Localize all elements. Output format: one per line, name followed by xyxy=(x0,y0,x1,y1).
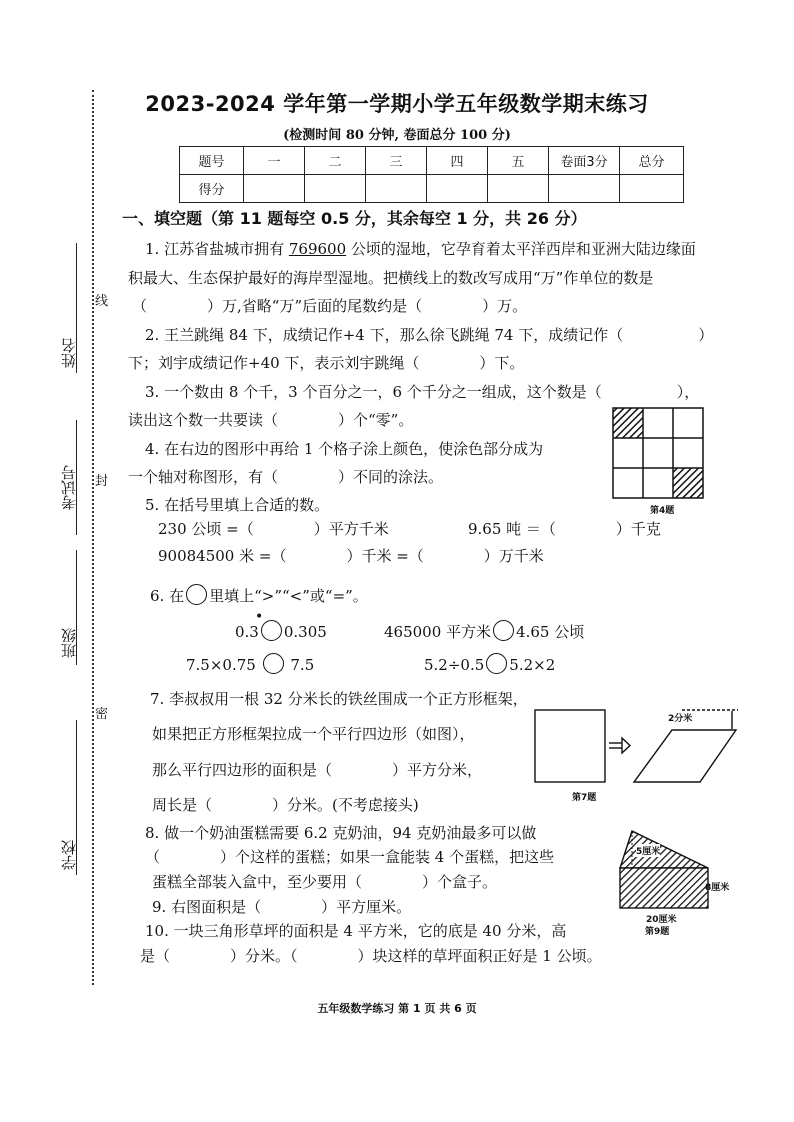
school-line xyxy=(76,720,77,875)
score-input-cell[interactable] xyxy=(305,175,366,203)
score-cell: 二 xyxy=(305,147,366,175)
score-cell: 四 xyxy=(427,147,488,175)
score-input-cell[interactable] xyxy=(244,175,305,203)
q6-c-left: 7.5×0.75 xyxy=(186,656,256,674)
seal-char-feng: 封 xyxy=(95,474,109,489)
score-cell: 卷面3分 xyxy=(549,147,620,175)
q6-text-a: 6. 在 xyxy=(150,587,185,605)
q3-line2: 读出这个数一共要读（ ）个“零”。 xyxy=(128,411,414,429)
q6-a-right: 0.305 xyxy=(283,623,327,641)
q7-square xyxy=(535,710,605,782)
q9-rectangle xyxy=(620,868,708,908)
binding-dotted-line xyxy=(92,90,94,985)
q7-parallelogram xyxy=(634,730,736,782)
score-cell: 三 xyxy=(366,147,427,175)
score-input-cell[interactable] xyxy=(488,175,549,203)
q7-dimension-label: 2分米 xyxy=(668,714,693,724)
class-label: 班级 xyxy=(60,628,78,658)
q9-figure xyxy=(608,828,714,912)
q1-line1 xyxy=(145,238,696,260)
score-cell: 五 xyxy=(488,147,549,175)
circle-icon xyxy=(186,584,207,605)
q7-line4: 周长是（ ）分米。(不考虑接头) xyxy=(152,796,419,814)
compare-circle-input[interactable] xyxy=(486,653,507,674)
q6-compare-c xyxy=(186,653,314,676)
q9-bottom-dimension: 20厘米 xyxy=(646,915,677,925)
q9-triangle xyxy=(620,831,708,868)
q3-line1: 3. 一个数由 8 个千，3 个百分之一，6 个千分之一组成，这个数是（ ）， xyxy=(145,383,700,401)
q7-line3: 那么平行四边形的面积是（ ）平方分米， xyxy=(152,761,483,779)
q6-d-left: 5.2÷0.5 xyxy=(424,656,485,674)
page-title: 2023-2024 学年第一学期小学五年级数学期末练习 xyxy=(145,92,649,116)
q10-line1: 10. 一块三角形草坪的面积是 4 平方米，它的底是 40 分米，高 xyxy=(145,922,567,940)
q5-item-c: 90084500 米 =（ ）千米 =（ ）万千米 xyxy=(158,547,544,565)
q9-line1: 9. 右图面积是（ ）平方厘米。 xyxy=(152,898,412,916)
page-footer: 五年级数学练习 第 1 页 共 6 页 xyxy=(317,1002,477,1015)
q5-line1: 5. 在括号里填上合适的数。 xyxy=(145,496,330,514)
score-input-cell[interactable] xyxy=(366,175,427,203)
q10-line2: 是（ ）分米。（ ）块这样的草坪面积正好是 1 公顷。 xyxy=(140,947,602,965)
exam-no-line xyxy=(76,420,77,535)
score-row-label: 得分 xyxy=(180,175,244,203)
q6-b-right: 4.65 公顷 xyxy=(516,623,585,641)
q4-shaded-cell xyxy=(673,468,703,498)
score-table-header-row xyxy=(180,147,684,175)
seal-char-xian: 线 xyxy=(95,294,109,309)
q1-line3: （ ）万,省略“万”后面的尾数约是（ ）万。 xyxy=(132,297,528,315)
q6-b-left: 465000 平方米 xyxy=(384,623,492,641)
exam-no-label: 考试号 xyxy=(60,465,78,510)
q2-line1: 2. 王兰跳绳 84 下，成绩记作+4 下，那么徐飞跳绳 74 下，成绩记作（ ） xyxy=(145,326,714,344)
q4-grid-figure xyxy=(611,406,705,500)
name-label: 姓名 xyxy=(60,338,78,368)
score-cell: 总分 xyxy=(620,147,684,175)
q6-compare-d xyxy=(424,653,555,676)
score-input-cell[interactable] xyxy=(427,175,488,203)
score-input-cell[interactable] xyxy=(549,175,620,203)
q8-line2: （ ）个这样的蛋糕；如果一盒能装 4 个蛋糕，把这些 xyxy=(145,848,555,866)
score-table xyxy=(179,146,684,203)
school-label: 学校 xyxy=(60,840,78,870)
page-subtitle: (检测时间 80 分钟, 卷面总分 100 分) xyxy=(283,128,511,143)
q7-line1: 7. 李叔叔用一根 32 分米长的铁丝围成一个正方形框架， xyxy=(150,690,528,708)
q6-a-left: 0.3 xyxy=(235,623,259,641)
score-cell: 一 xyxy=(244,147,305,175)
q4-line2: 一个轴对称图形，有（ ）不同的涂法。 xyxy=(128,468,444,486)
q6-text-b: 里填上“>”“<”或“=”。 xyxy=(209,587,368,605)
q8-line1: 8. 做一个奶油蛋糕需要 6.2 克奶油，94 克奶油最多可以做 xyxy=(145,824,537,842)
q7-caption: 第7题 xyxy=(572,793,597,803)
q6-compare-b xyxy=(384,620,584,643)
section-title: 一、填空题（第 11 题每空 0.5 分，其余每空 1 分，共 26 分） xyxy=(122,209,587,228)
repeating-dot-mark: • xyxy=(255,609,264,625)
name-line xyxy=(76,243,77,373)
q5-item-b: 9.65 吨 ＝（ ）千克 xyxy=(468,520,661,538)
score-input-cell[interactable] xyxy=(620,175,684,203)
q6-d-right: 5.2×2 xyxy=(509,656,556,674)
compare-circle-input[interactable] xyxy=(261,620,282,641)
compare-circle-input[interactable] xyxy=(493,620,514,641)
q9-top-dimension: 5厘米 xyxy=(636,844,660,857)
q7-figure xyxy=(532,706,744,786)
right-arrow-icon xyxy=(609,738,630,753)
q2-line2: 下；刘宇成绩记作+40 下，表示刘宇跳绳（ ）下。 xyxy=(128,354,525,372)
q1-line2: 积最大、生态保护最好的海岸型湿地。把横线上的数改写成用“万”作单位的数是 xyxy=(128,269,654,287)
q8-line3: 蛋糕全部装入盒中，至少要用（ ）个盒子。 xyxy=(152,873,498,891)
q4-line1: 4. 在右边的图形中再给 1 个格子涂上颜色，使涂色部分成为 xyxy=(145,440,544,458)
q1-text-b: 公顷的湿地，它孕育着太平洋西岸和亚洲大陆边缘面 xyxy=(346,240,696,258)
q6-compare-a xyxy=(235,620,327,643)
q4-shaded-cell xyxy=(613,408,643,438)
seal-char-mi: 密 xyxy=(95,707,109,722)
q7-line2: 如果把正方形框架拉成一个平行四边形（如图）， xyxy=(152,725,475,743)
q1-text-a: 1. 江苏省盐城市拥有 xyxy=(145,240,289,258)
q6-line1 xyxy=(150,584,368,607)
q9-right-dimension: 8厘米 xyxy=(705,883,730,893)
q6-c-right: 7.5 xyxy=(290,656,315,674)
score-table-score-row xyxy=(180,175,684,203)
q5-item-a: 230 公顷 =（ ）平方千米 xyxy=(158,520,389,538)
score-cell: 题号 xyxy=(180,147,244,175)
q1-underlined-number: 769600 xyxy=(288,240,347,258)
q4-caption: 第4题 xyxy=(650,506,675,516)
compare-circle-input[interactable] xyxy=(263,653,284,674)
class-line xyxy=(76,550,77,665)
q9-caption: 第9题 xyxy=(645,927,670,937)
